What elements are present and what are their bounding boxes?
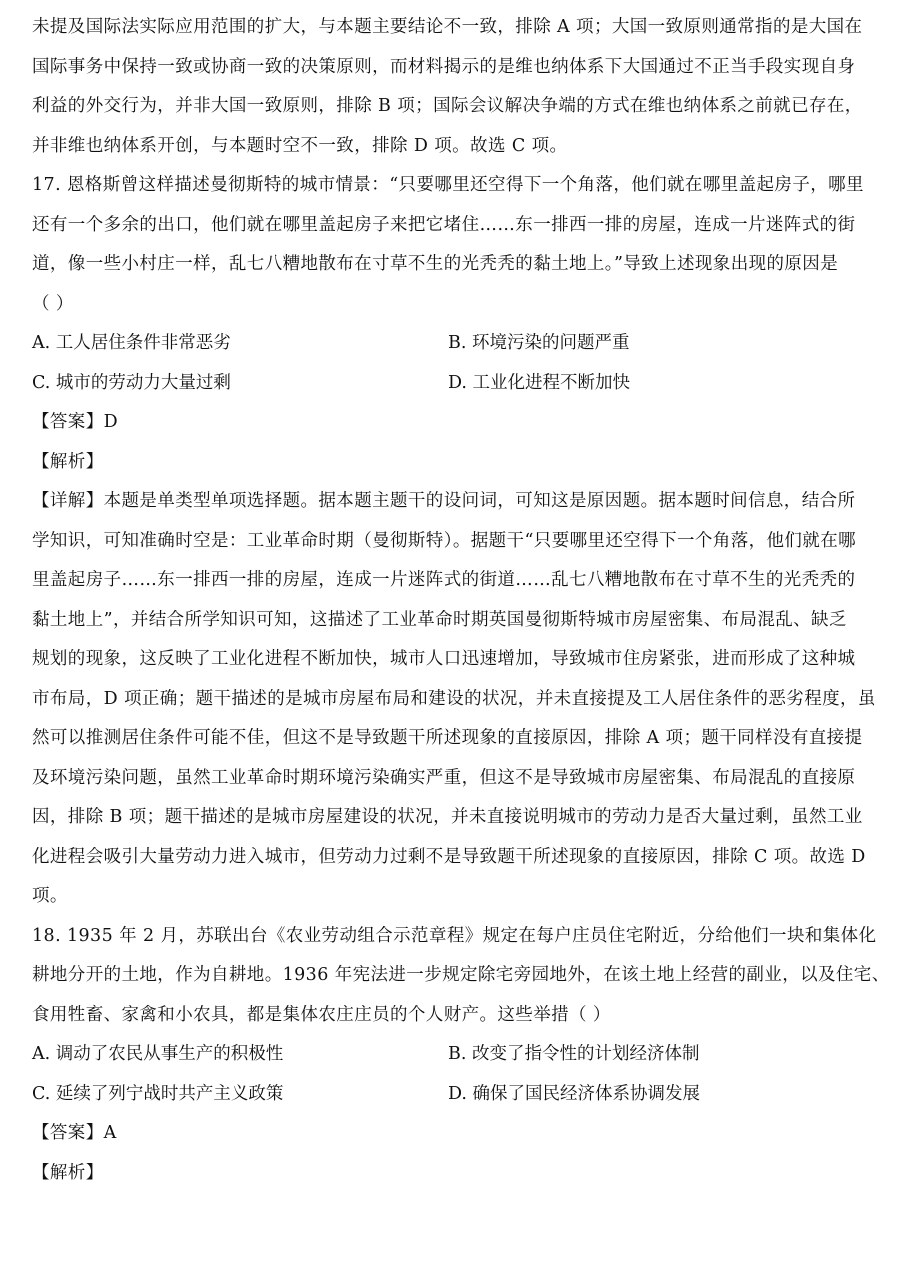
text-line: 利益的外交行为，并非大国一致原则，排除 B 项；国际会议解决争端的方式在维也纳体系之前就已存在， [32,96,863,116]
question-stem-line: （ ） [32,293,74,314]
detail-line: 规划的现象，这反映了工业化进程不断加快，城市人口迅速增加，导致城市住房紧张，进而形成了这种城 [32,649,856,669]
option-d: D. 确保了国民经济体系协调发展 [448,1083,701,1104]
options-row [32,1075,872,1115]
question-18 [32,917,890,1194]
text-line: 未提及国际法实际应用范围的扩大，与本题主要结论不一致，排除 A 项；大国一致原则通常指的是大国在 [32,17,863,37]
analysis-label: 【解析】 [32,1162,104,1183]
option-d: D. 工业化进程不断加快 [448,372,631,393]
question-stem-line: 食用牲畜、家禽和小农具，都是集体农庄庄员的个人财产。这些举措（ ） [32,1004,611,1025]
question-stem-line: 道，像一些小村庄一样，乱七八糟地散布在寸草不生的光秃秃的黏土地上。”导致上述现象出现的原因是 [32,254,839,274]
options-row [32,1035,872,1075]
analysis-label: 【解析】 [32,451,104,472]
answer-line: 【答案】A [32,1123,117,1143]
option-b: B. 改变了指令性的计划经济体制 [448,1044,700,1064]
detail-line: 项。 [32,886,68,906]
detail-line: 黏土地上”，并结合所学知识可知，这描述了工业革命时期英国曼彻斯特城市房屋密集、布局混乱、缺乏 [32,609,847,630]
previous-explanation [32,8,872,166]
options-row [32,364,872,404]
option-c: C. 延续了列宁战时共产主义政策 [32,1083,284,1104]
question-stem-line: 还有一个多余的出口，他们就在哪里盖起房子来把它堵住……东一排西一排的房屋，连成一片迷阵式的街 [32,214,856,235]
question-stem-line: 耕地分开的土地，作为自耕地。1936 年宪法进一步规定除宅旁园地外，在该土地上经营的副业，以及住宅、 [32,965,890,985]
detail-line: 学知识，可知准确时空是：工业革命时期（曼彻斯特）。据题干“只要哪里还空得下一个角落，他们就在哪 [32,530,856,551]
text-line: 并非维也纳体系开创，与本题时空不一致，排除 D 项。故选 C 项。 [32,135,568,156]
answer-line: 【答案】D [32,412,119,432]
detail-line: 因，排除 B 项；题干描述的是城市房屋建设的状况，并未直接说明城市的劳动力是否大量过剩，虽然工业 [32,807,863,827]
question-stem-line: 17. 恩格斯曾这样描述曼彻斯特的城市情景：“只要哪里还空得下一个角落，他们就在哪里盖起房子，哪里 [32,175,864,195]
detail-line: 化进程会吸引大量劳动力进入城市，但劳动力过剩不是导致题干所述现象的直接原因，排除 C 项。故选 D [32,846,866,867]
options-row [32,324,872,364]
option-b: B. 环境污染的问题严重 [448,333,630,353]
text-line: 国际事务中保持一致或协商一致的决策原则，而材料揭示的是维也纳体系下大国通过不正当手段实现自身 [32,56,856,77]
detail-line: 然可以推测居住条件可能不佳，但这不是导致题干所述现象的直接原因，排除 A 项；题干同样没有直接提 [32,728,863,748]
question-17 [32,166,876,917]
detail-line: 及环境污染问题，虽然工业革命时期环境污染确实严重，但这不是导致城市房屋密集、布局混乱的直接原 [32,767,856,788]
option-a: A. 工人居住条件非常恶劣 [32,333,231,353]
detail-line: 【详解】本题是单类型单项选择题。据本题主题干的设问词，可知这是原因题。据本题时间信息，结合所 [32,491,856,511]
option-c: C. 城市的劳动力大量过剩 [32,372,231,393]
option-a: A. 调动了农民从事生产的积极性 [32,1044,284,1064]
detail-line: 里盖起房子……东一排西一排的房屋，连成一片迷阵式的街道……乱七八糟地散布在寸草不生的光秃秃的 [32,570,856,590]
question-stem-line: 18. 1935 年 2 月，苏联出台《农业劳动组合示范章程》规定在每户庄员住宅附近，分给他们一块和集体化 [32,925,877,946]
detail-line: 市布局，D 项正确；题干描述的是城市房屋布局和建设的状况，并未直接提及工人居住条件的恶劣程度，虽 [32,688,876,709]
detail-explanation [32,482,876,917]
